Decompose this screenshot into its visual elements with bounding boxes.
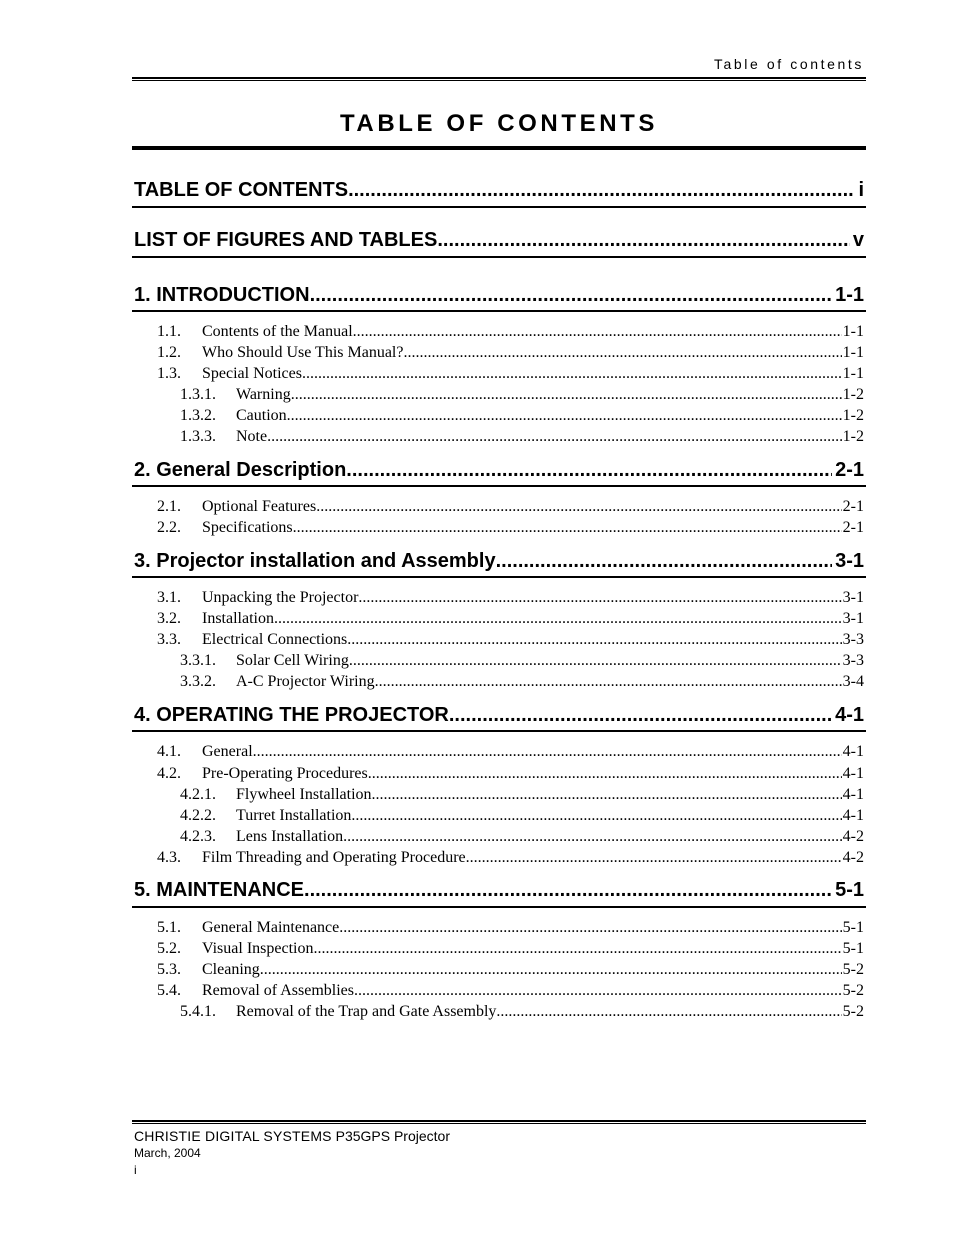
footer-product-line: [134, 1128, 450, 1145]
section-number: 4.3.: [157, 849, 181, 866]
leader-dots: [343, 827, 842, 847]
section-number: 4.2.: [157, 765, 181, 782]
section-page: 5-2: [842, 1003, 864, 1020]
section-page: 3-1: [842, 589, 864, 606]
leader-dots: [253, 742, 842, 762]
toc-section[interactable]: [157, 364, 864, 384]
toc-subsection[interactable]: [180, 785, 864, 805]
section-page: 5-1: [842, 919, 864, 936]
section-number: 5.1.: [157, 919, 181, 936]
leader-dots: [267, 427, 842, 447]
running-header: Table of contents: [713, 56, 864, 72]
leader-dots: [348, 178, 855, 202]
toc-section[interactable]: [157, 343, 864, 363]
toc-chapter-page: 3-1: [835, 550, 864, 572]
leader-dots: [354, 981, 842, 1001]
toc-section[interactable]: [157, 497, 864, 517]
toc-section[interactable]: [157, 630, 864, 650]
entry-rule: [132, 206, 866, 208]
section-title: Film Threading and Operating Procedure: [202, 849, 466, 866]
toc-chapter-page: 5-1: [835, 879, 864, 901]
section-title: Removal of Assemblies: [202, 982, 354, 999]
toc-subsection[interactable]: [180, 806, 864, 826]
toc-chapter-page: 2-1: [835, 459, 864, 481]
leader-dots: [291, 385, 842, 405]
toc-entry-table-of-contents[interactable]: [134, 176, 864, 202]
section-page: 1-2: [842, 407, 864, 424]
section-title: Removal of the Trap and Gate Assembly: [236, 1003, 497, 1020]
section-title: Who Should Use This Manual?: [202, 344, 404, 361]
section-title: A-C Projector Wiring: [236, 673, 375, 690]
toc-chapter-1[interactable]: [134, 281, 864, 307]
section-number: 1.3.1.: [180, 386, 216, 403]
leader-dots: [310, 283, 833, 307]
section-number: 3.3.2.: [180, 673, 216, 690]
toc-section[interactable]: [157, 518, 864, 538]
section-number: 4.2.2.: [180, 807, 216, 824]
toc-chapter-page: 4-1: [835, 704, 864, 726]
section-title: Flywheel Installation: [236, 786, 372, 803]
section-page: 5-1: [842, 940, 864, 957]
section-title: Optional Features: [202, 498, 317, 515]
section-title: General: [202, 743, 253, 760]
toc-subsection[interactable]: [180, 827, 864, 847]
toc-subsection[interactable]: [180, 1002, 864, 1022]
section-title: Lens Installation: [236, 828, 344, 845]
toc-section[interactable]: [157, 609, 864, 629]
toc-entry-title: LIST OF FIGURES AND TABLES: [134, 229, 438, 251]
section-page: 3-3: [842, 631, 864, 648]
section-number: 1.3.: [157, 365, 181, 382]
section-number: 5.2.: [157, 940, 181, 957]
footer-brand: CHRISTIE DIGITAL SYSTEMS: [134, 1128, 332, 1144]
entry-rule: [132, 256, 866, 258]
toc-section[interactable]: [157, 939, 864, 959]
toc-entry-page: i: [858, 179, 864, 201]
toc-subsection[interactable]: [180, 427, 864, 447]
toc-chapter-title: 2. General Description: [134, 459, 347, 481]
chapter-rule: [132, 485, 866, 487]
chapter-rule: [132, 310, 866, 312]
leader-dots: [353, 322, 842, 342]
toc-section[interactable]: [157, 742, 864, 762]
leader-dots: [313, 939, 841, 959]
section-number: 3.3.: [157, 631, 181, 648]
toc-chapter-3[interactable]: [134, 547, 864, 573]
section-title: Special Notices: [202, 365, 302, 382]
section-number: 3.1.: [157, 589, 181, 606]
toc-entry-page: v: [852, 229, 864, 251]
leader-dots: [302, 364, 842, 384]
section-number: 3.2.: [157, 610, 181, 627]
leader-dots: [496, 1002, 841, 1022]
toc-chapter-2[interactable]: [134, 456, 864, 482]
section-page: 3-1: [842, 610, 864, 627]
toc-chapter-title: 5. MAINTENANCE: [134, 879, 305, 901]
chapter-rule: [132, 906, 866, 908]
toc-subsection[interactable]: [180, 672, 864, 692]
section-title: Note: [236, 428, 268, 445]
leader-dots: [293, 518, 842, 538]
footer-rule: [132, 1120, 866, 1124]
section-title: Solar Cell Wiring: [236, 652, 349, 669]
section-page: 2-1: [842, 519, 864, 536]
leader-dots: [368, 764, 842, 784]
section-number: 2.1.: [157, 498, 181, 515]
toc-chapter-title: 4. OPERATING THE PROJECTOR: [134, 704, 449, 726]
section-page: 2-1: [842, 498, 864, 515]
section-number: 5.4.: [157, 982, 181, 999]
section-title: Caution: [236, 407, 287, 424]
section-title: Installation: [202, 610, 274, 627]
toc-subsection[interactable]: [180, 406, 864, 426]
header-rule: [132, 77, 866, 81]
leader-dots: [372, 785, 842, 805]
section-number: 4.1.: [157, 743, 181, 760]
section-page: 5-2: [842, 961, 864, 978]
leader-dots: [346, 458, 832, 482]
footer-date: March, 2004: [134, 1146, 201, 1160]
toc-entry-title: TABLE OF CONTENTS: [134, 179, 349, 201]
section-page: 4-2: [842, 849, 864, 866]
section-page: 4-2: [842, 828, 864, 845]
leader-dots: [449, 703, 832, 727]
section-title: Visual Inspection: [202, 940, 314, 957]
section-number: 5.3.: [157, 961, 181, 978]
section-number: 1.1.: [157, 323, 181, 340]
toc-section[interactable]: [157, 322, 864, 342]
leader-dots: [274, 609, 842, 629]
footer-page-number: i: [134, 1163, 137, 1177]
section-title: Specifications: [202, 519, 293, 536]
section-number: 1.2.: [157, 344, 181, 361]
toc-entry-list-of-figures[interactable]: [134, 226, 864, 252]
section-title: Contents of the Manual: [202, 323, 353, 340]
toc-chapter-4[interactable]: [134, 701, 864, 727]
toc-section[interactable]: [157, 960, 864, 980]
leader-dots: [466, 848, 842, 868]
section-number: 2.2.: [157, 519, 181, 536]
toc-chapter-5[interactable]: [134, 876, 864, 902]
leader-dots: [339, 918, 841, 938]
section-title: Warning: [236, 386, 291, 403]
section-page: 4-1: [842, 807, 864, 824]
section-page: 1-1: [842, 323, 864, 340]
chapter-rule: [132, 730, 866, 732]
leader-dots: [316, 497, 841, 517]
leader-dots: [437, 228, 850, 252]
section-number: 4.2.3.: [180, 828, 216, 845]
section-page: 3-4: [842, 673, 864, 690]
section-number: 4.2.1.: [180, 786, 216, 803]
leader-dots: [403, 343, 841, 363]
toc-chapter-title: 3. Projector installation and Assembly: [134, 550, 496, 572]
leader-dots: [349, 651, 842, 671]
section-title: General Maintenance: [202, 919, 340, 936]
page-footer: [134, 1128, 450, 1179]
leader-dots: [358, 588, 841, 608]
section-page: 4-1: [842, 743, 864, 760]
toc-subsection[interactable]: [180, 385, 864, 405]
section-number: 1.3.3.: [180, 428, 216, 445]
page-title: TABLE OF CONTENTS: [339, 110, 659, 137]
section-page: 4-1: [842, 786, 864, 803]
section-page: 5-2: [842, 982, 864, 999]
toc-section[interactable]: [157, 764, 864, 784]
section-title: Pre-Operating Procedures: [202, 765, 368, 782]
leader-dots: [496, 549, 833, 573]
leader-dots: [287, 406, 842, 426]
section-title: Electrical Connections: [202, 631, 348, 648]
toc-subsection[interactable]: [180, 651, 864, 671]
toc-chapter-title: 1. INTRODUCTION: [134, 284, 310, 306]
section-number: 3.3.1.: [180, 652, 216, 669]
section-page: 3-3: [842, 652, 864, 669]
leader-dots: [375, 672, 842, 692]
section-page: 1-1: [842, 344, 864, 361]
toc-section[interactable]: [157, 981, 864, 1001]
leader-dots: [260, 960, 842, 980]
section-page: 1-1: [842, 365, 864, 382]
section-title: Turret Installation: [236, 807, 352, 824]
section-page: 1-2: [842, 386, 864, 403]
section-number: 5.4.1.: [180, 1003, 216, 1020]
toc-section[interactable]: [157, 918, 864, 938]
footer-product: P35GPS Projector: [331, 1128, 450, 1144]
section-page: 1-2: [842, 428, 864, 445]
leader-dots: [351, 806, 841, 826]
leader-dots: [347, 630, 841, 650]
section-title: Unpacking the Projector: [202, 589, 359, 606]
section-page: 4-1: [842, 765, 864, 782]
section-number: 1.3.2.: [180, 407, 216, 424]
leader-dots: [304, 878, 832, 902]
toc-section[interactable]: [157, 848, 864, 868]
toc-chapter-page: 1-1: [835, 284, 864, 306]
toc-section[interactable]: [157, 588, 864, 608]
chapter-rule: [132, 576, 866, 578]
title-rule: [132, 146, 866, 150]
section-title: Cleaning: [202, 961, 260, 978]
